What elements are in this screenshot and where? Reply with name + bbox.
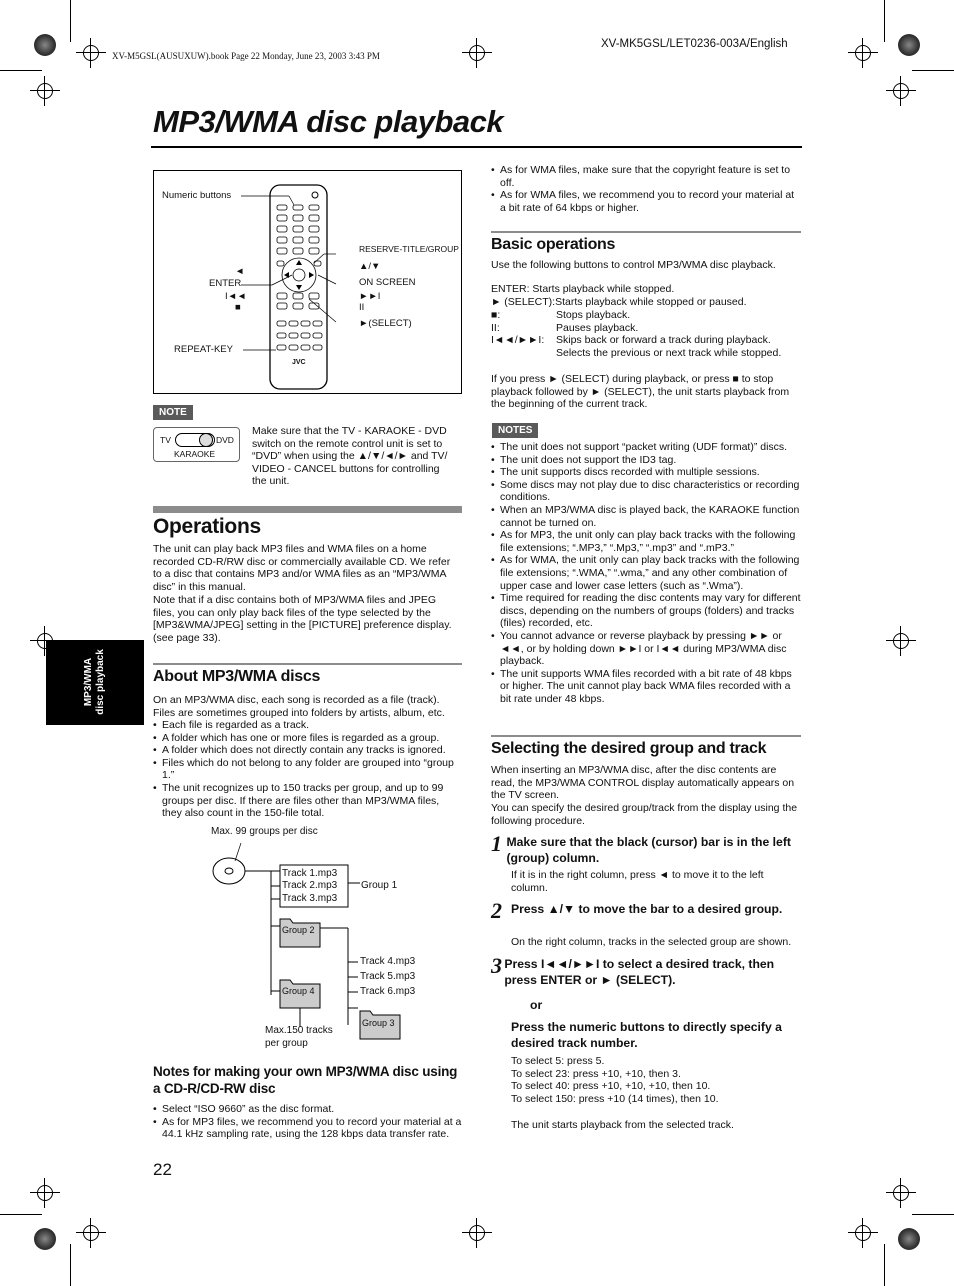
list-item: • A folder which does not directly contain any tracks is ignored.	[153, 744, 460, 757]
left-arrow-label: ◄	[235, 266, 245, 277]
basic-para: If you press ► (SELECT) during playback, or press ■ to stop playback followed by ► (SELECT), the unit starts playback from the beginning of the current track.	[491, 373, 790, 411]
basic-rule	[491, 231, 801, 233]
remote-figure	[153, 170, 462, 394]
trim-mark	[912, 1214, 954, 1215]
track5-label: Track 5.mp3	[360, 971, 416, 982]
group2-label: Group 2	[282, 925, 315, 935]
step-number: 1	[491, 831, 502, 856]
op-key: I◄◄/►►I:	[491, 334, 545, 347]
list-item: • Some discs may not play due to disc characteristics or recording conditions.	[491, 479, 803, 504]
up-down-label: ▲/▼	[359, 261, 381, 272]
basic-select-line: ► (SELECT):Starts playback while stopped or paused.	[491, 296, 747, 308]
color-registration-mark	[898, 1228, 920, 1250]
step-1-sub: If it is in the right column, press ◄ to move it to the left column.	[511, 869, 764, 894]
on-screen-label: ON SCREEN	[359, 277, 416, 288]
registration-crosshair	[34, 80, 56, 102]
remote-brand: JVC	[292, 359, 306, 366]
remote-control-illustration	[154, 171, 463, 395]
registration-crosshair	[80, 42, 102, 64]
example-line: To select 5: press 5.	[511, 1055, 605, 1067]
registration-crosshair	[466, 1222, 488, 1244]
op-desc: Skips back or forward a track during playback.	[556, 334, 771, 347]
notes-label: NOTES	[492, 423, 538, 438]
table-row	[491, 322, 801, 335]
numeric-buttons-label: Numeric buttons	[162, 190, 232, 201]
print-header: XV-M5GSL(AUSUXUW).book Page 22 Monday, June 23, 2003 3:43 PM	[112, 51, 380, 61]
switch-knob	[199, 433, 213, 447]
folder-tree-diagram	[205, 823, 465, 1053]
step-number: 3	[491, 953, 502, 978]
step-3	[491, 953, 801, 988]
step-3-final: The unit starts playback from the selected track.	[511, 1119, 734, 1131]
list-item: • Time required for reading the disc contents may vary for different discs, depending on the numbers of groups (folders) and tracks (files) recorded, etc.	[491, 592, 803, 630]
step-3b: Press the numeric buttons to directly specify a desired track number.	[511, 1020, 782, 1050]
step-2-sub: On the right column, tracks in the selected group are shown.	[511, 936, 792, 948]
list-item: • The unit supports discs recorded with multiple sessions.	[491, 466, 803, 479]
color-registration-mark	[34, 34, 56, 56]
right-top-bullets	[491, 164, 801, 214]
operations-para1: The unit can play back MP3 files and WMA files on a home recorded CD-R/RW disc or commercially available CD. We refer to a disc that contains MP3 and/or WMA files as an “MP3/WMA disc” in this manual.	[153, 543, 451, 593]
table-row	[491, 334, 801, 347]
trim-mark	[70, 0, 71, 42]
step-text: Make sure that the black (cursor) bar is in the left (group) column.	[506, 835, 791, 865]
track4-label: Track 4.mp3	[360, 956, 416, 967]
list-item: • Files which do not belong to any folder are grouped into “group 1.”	[153, 757, 460, 782]
trim-mark	[884, 0, 885, 42]
group1-label: Group 1	[361, 880, 398, 891]
select-label: ►(SELECT)	[359, 318, 412, 329]
max-groups-label: Max. 99 groups per disc	[211, 826, 318, 837]
list-item: • As for WMA files, we recommend you to record your material at a bit rate of 64 kbps or higher.	[491, 189, 801, 214]
table-row	[491, 309, 801, 322]
registration-crosshair	[34, 1182, 56, 1204]
list-item: • The unit recognizes up to 150 tracks per group, and up to 99 groups per disc. If there are files other than MP3/WMA files, they also count in the 150-file total.	[153, 782, 460, 820]
trim-mark	[0, 70, 42, 71]
registration-crosshair	[466, 42, 488, 64]
registration-crosshair	[852, 1222, 874, 1244]
track3-label: Track 3.mp3	[282, 893, 338, 904]
basic-intro: Use the following buttons to control MP3/WMA disc playback.	[491, 259, 776, 271]
track1-label: Track 1.mp3	[282, 868, 338, 879]
pause-label: II	[359, 302, 365, 313]
about-intro: On an MP3/WMA disc, each song is recorded as a file (track). Files are sometimes grouped into folders by artists, album, etc.	[153, 694, 445, 719]
step-text: Press ▲/▼ to move the bar to a desired group.	[511, 902, 783, 916]
note-label: NOTE	[153, 405, 193, 420]
track6-label: Track 6.mp3	[360, 986, 416, 997]
selecting-intro: When inserting an MP3/WMA disc, after the disc contents are read, the MP3/WMA CONTROL display automatically appears on the TV screen.	[491, 764, 795, 802]
list-item: • A folder which has one or more files is regarded as a group.	[153, 732, 460, 745]
prev-label: I◄◄	[225, 291, 247, 302]
registration-crosshair	[890, 630, 912, 652]
step-number: 2	[491, 898, 502, 923]
title-rule	[151, 146, 802, 148]
operations-bar	[153, 506, 462, 513]
notes-own-bullets	[153, 1103, 463, 1141]
example-line: To select 150: press +10 (14 times), then 10.	[511, 1092, 719, 1105]
max-tracks-line2: per group	[265, 1038, 308, 1049]
folder-tree-lines	[205, 823, 465, 1053]
registration-crosshair	[852, 42, 874, 64]
side-tab-label	[83, 632, 107, 732]
step-text: Press I◄◄/►►I to select a desired track, then press ENTER or ► (SELECT).	[504, 957, 775, 987]
list-item: • As for MP3 files, we recommend you to record your material at a 44.1 kHz sampling rate, using the 128 kbps data transfer rate.	[153, 1116, 463, 1141]
op-desc: Pauses playback.	[556, 321, 639, 334]
trim-mark	[0, 1214, 42, 1215]
table-row	[491, 347, 801, 360]
group4-label: Group 4	[282, 986, 315, 996]
registration-crosshair	[80, 1222, 102, 1244]
side-tab-line2: disc playback	[95, 649, 106, 715]
list-item: • The unit does not support “packet writing (UDF format)” discs.	[491, 441, 803, 454]
next-label: ►►I	[359, 291, 381, 302]
notes-own-heading: Notes for making your own MP3/WMA disc using a CD-R/CD-RW disc	[153, 1064, 458, 1096]
registration-crosshair	[890, 1182, 912, 1204]
side-tab-line1: MP3/WMA	[83, 657, 94, 707]
note-text: Make sure that the TV - KARAOKE - DVD switch on the remote control unit is set to “DVD” when using the ▲/▼/◄/► and TV/ VIDEO - CANCEL buttons for controlling the unit.	[252, 425, 448, 488]
reserve-title-group-label: RESERVE-TITLE/GROUP	[359, 244, 459, 254]
model-code: XV-MK5GSL/LET0236-003A/English	[601, 38, 788, 50]
op-key: ■:	[491, 309, 501, 321]
step-3-or: or	[530, 998, 543, 1012]
switch-dvd-label: DVD	[216, 435, 234, 445]
list-item: • As for MP3, the unit only can play back tracks with the following file extensions; “.MP3,” “.Mp3,” “.mp3” and “.mP3.”	[491, 529, 803, 554]
page-title: MP3/WMA disc playback	[153, 104, 504, 139]
op-key: II:	[491, 321, 500, 334]
selecting-rule	[491, 735, 801, 737]
trim-mark	[70, 1244, 71, 1286]
selecting-heading: Selecting the desired group and track	[491, 740, 767, 757]
repeat-key-label: REPEAT-KEY	[174, 344, 233, 355]
basic-heading: Basic operations	[491, 236, 616, 253]
tv-dvd-switch	[153, 427, 240, 462]
step-2	[491, 898, 801, 923]
step-3-examples	[511, 1055, 801, 1105]
group3-label: Group 3	[362, 1018, 395, 1028]
operations-heading: Operations	[153, 515, 261, 538]
max-tracks-label	[265, 1024, 333, 1050]
example-line: To select 40: press +10, +10, +10, then 10.	[511, 1080, 711, 1093]
enter-label: ENTER	[209, 278, 242, 289]
op-key	[491, 347, 556, 360]
op-desc: Stops playback.	[556, 309, 631, 321]
list-item: • Select “ISO 9660” as the disc format.	[153, 1103, 463, 1116]
list-item: • As for WMA files, make sure that the copyright feature is set to off.	[491, 164, 801, 189]
notes-bullets	[491, 441, 803, 705]
about-heading: About MP3/WMA discs	[153, 668, 321, 685]
about-rule	[153, 663, 462, 665]
switch-karaoke-label: KARAOKE	[174, 449, 216, 459]
example-line: To select 23: press +10, +10, then 3.	[511, 1067, 681, 1080]
color-registration-mark	[898, 34, 920, 56]
about-bullets	[153, 719, 460, 820]
list-item: • You cannot advance or reverse playback by pressing ►► or ◄◄, or by holding down ►►I or I◄◄ during MP3/WMA disc playback.	[491, 630, 803, 668]
trim-mark	[912, 70, 954, 71]
registration-crosshair	[890, 80, 912, 102]
trim-mark	[884, 1244, 885, 1286]
selecting-intro2: You can specify the desired group/track from the display using the following procedure.	[491, 802, 798, 827]
color-registration-mark	[34, 1228, 56, 1250]
stop-label: ■	[235, 302, 241, 313]
basic-enter-line: ENTER: Starts playback while stopped.	[491, 283, 675, 295]
list-item: • The unit does not support the ID3 tag.	[491, 454, 803, 467]
list-item: • As for WMA, the unit only can play back tracks with the following file extensions; “.WMA,” “.wma,” and any other combination of upper case and lower case letters (such as “.Wma”).	[491, 554, 803, 592]
max-tracks-line1: Max.150 tracks	[265, 1025, 333, 1036]
page-number: 22	[153, 1160, 172, 1179]
list-item: • The unit supports WMA files recorded with a bit rate of 48 kbps or higher. The unit cannot play back WMA files recorded with a bit rate under 48 kbps.	[491, 668, 803, 706]
operations-para2: Note that if a disc contains both of MP3/WMA files and JPEG files, you can only play back files of the type selected by the [MP3&WMA/JPEG] setting in the [PICTURE] preference display. (see page 33).	[153, 594, 452, 644]
basic-ops-table	[491, 309, 801, 359]
step-1	[491, 831, 801, 866]
op-desc: Selects the previous or next track while stopped.	[556, 346, 782, 359]
track2-label: Track 2.mp3	[282, 880, 338, 891]
list-item: • When an MP3/WMA disc is played back, the KARAOKE function cannot be turned on.	[491, 504, 803, 529]
switch-tv-label: TV	[160, 435, 171, 445]
list-item: • Each file is regarded as a track.	[153, 719, 460, 732]
